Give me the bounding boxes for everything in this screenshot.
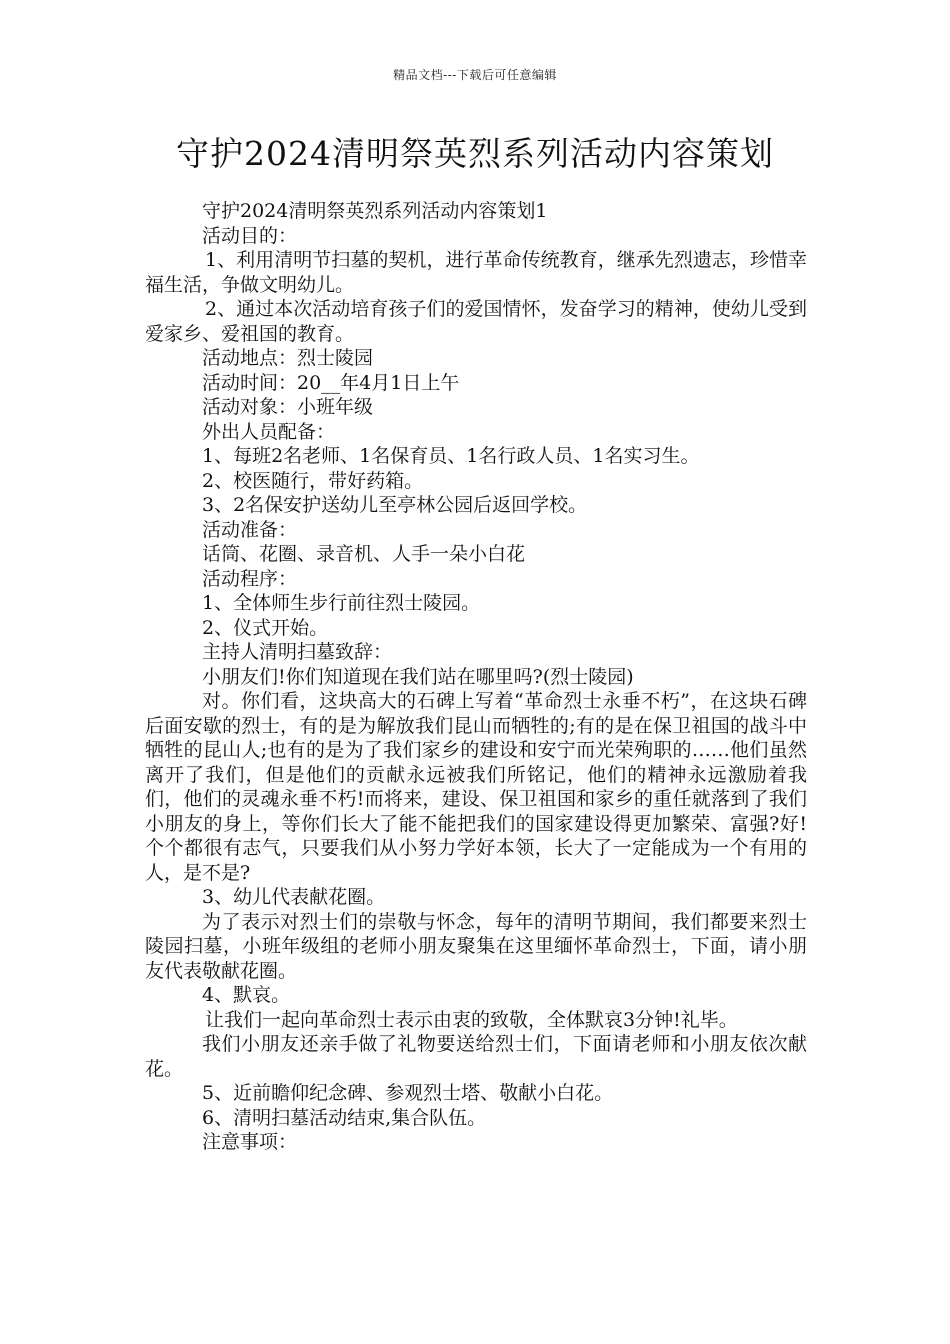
- silence-paragraph: 让我们一起向革命烈士表示由衷的致敬，全体默哀3分钟!礼毕。: [205, 1008, 738, 1031]
- section-heading-preparation: 活动准备：: [202, 518, 298, 541]
- wreath-paragraph: 为了表示对烈士们的崇敬与怀念，每年的清明节期间，我们都要来烈士陵园扫墓，小班年级组的老师小朋友聚集在这里缅怀革命烈士，下面，请小朋友代表敬献花圈。: [145, 910, 807, 982]
- procedure-step-4: 4、默哀。: [202, 984, 291, 1006]
- purpose-item-1: 1、利用清明节扫墓的契机，进行革命传统教育，继承先烈遗志，珍惜幸福生活，争做文明幼儿。: [145, 249, 807, 296]
- subtitle-paragraph: 守护2024清明祭英烈系列活动内容策划1: [202, 200, 548, 222]
- section-heading-purpose: 活动目的：: [202, 224, 298, 247]
- preparation-items: 话筒、花圈、录音机、人手一朵小白花: [202, 543, 526, 565]
- section-heading-notes: 注意事项：: [202, 1131, 298, 1153]
- section-heading-staffing: 外出人员配备：: [202, 420, 336, 443]
- staffing-item-3: 3、2名保安护送幼儿至亭林公园后返回学校。: [202, 494, 588, 516]
- procedure-step-2: 2、仪式开始。: [202, 616, 329, 639]
- procedure-step-6: 6、清明扫墓活动结束,集合队伍。: [202, 1106, 487, 1129]
- staffing-item-2: 2、校医随行，带好药箱。: [202, 469, 424, 492]
- procedure-step-1: 1、全体师生步行前往烈士陵园。: [202, 592, 481, 614]
- procedure-step-5: 5、近前瞻仰纪念碑、参观烈士塔、敬献小白花。: [202, 1082, 614, 1104]
- procedure-step-3: 3、幼儿代表献花圈。: [202, 886, 386, 908]
- flower-offering-paragraph: 我们小朋友还亲手做了礼物要送给烈士们，下面请老师和小朋友依次献花。: [145, 1033, 807, 1080]
- host-speech-question: 小朋友们!你们知道现在我们站在哪里吗?(烈士陵园): [202, 665, 634, 688]
- activity-target: 活动对象：小班年级: [202, 396, 374, 418]
- host-speech-heading: 主持人清明扫墓致辞：: [202, 641, 393, 663]
- page-header-note: 精品文档---下载后可任意编辑: [393, 68, 557, 82]
- host-speech-body: 对。你们看，这块高大的石碑上写着“革命烈士永垂不朽”，在这块石碑后面安歇的烈士，有的是为解放我们昆山而牺牲的;有的是在保卫祖国的战斗中牺牲的昆山人;也有的是为了我们家乡的建设和安宁而光荣殉职的……他们虽然离开了我们，但是他们的贡献永远被我们所铭记，他们的精神永远激励着我们，他们的灵魂永垂不朽!而将来，建设、保卫祖国和家乡的重任就落到了我们小朋友的身上，等你们长大了能不能把我们的国家建设得更加繁荣、富强?好!个个都很有志气，只要我们从小努力学好本领，长大了一定能成为一个有用的人，是不是?: [145, 690, 807, 884]
- document-body: [145, 199, 807, 1155]
- activity-location: 活动地点：烈士陵园: [202, 347, 374, 369]
- section-heading-procedure: 活动程序：: [202, 567, 298, 590]
- staffing-item-1: 1、每班2名老师、1名保育员、1名行政人员、1名实习生。: [202, 445, 700, 467]
- activity-time: 活动时间：20__年4月1日上午: [202, 371, 460, 394]
- purpose-item-2: 2、通过本次活动培育孩子们的爱国情怀，发奋学习的精神，使幼儿受到爱家乡、爱祖国的教育。: [145, 298, 807, 345]
- document-title: 守护2024清明祭英烈系列活动内容策划: [176, 134, 774, 173]
